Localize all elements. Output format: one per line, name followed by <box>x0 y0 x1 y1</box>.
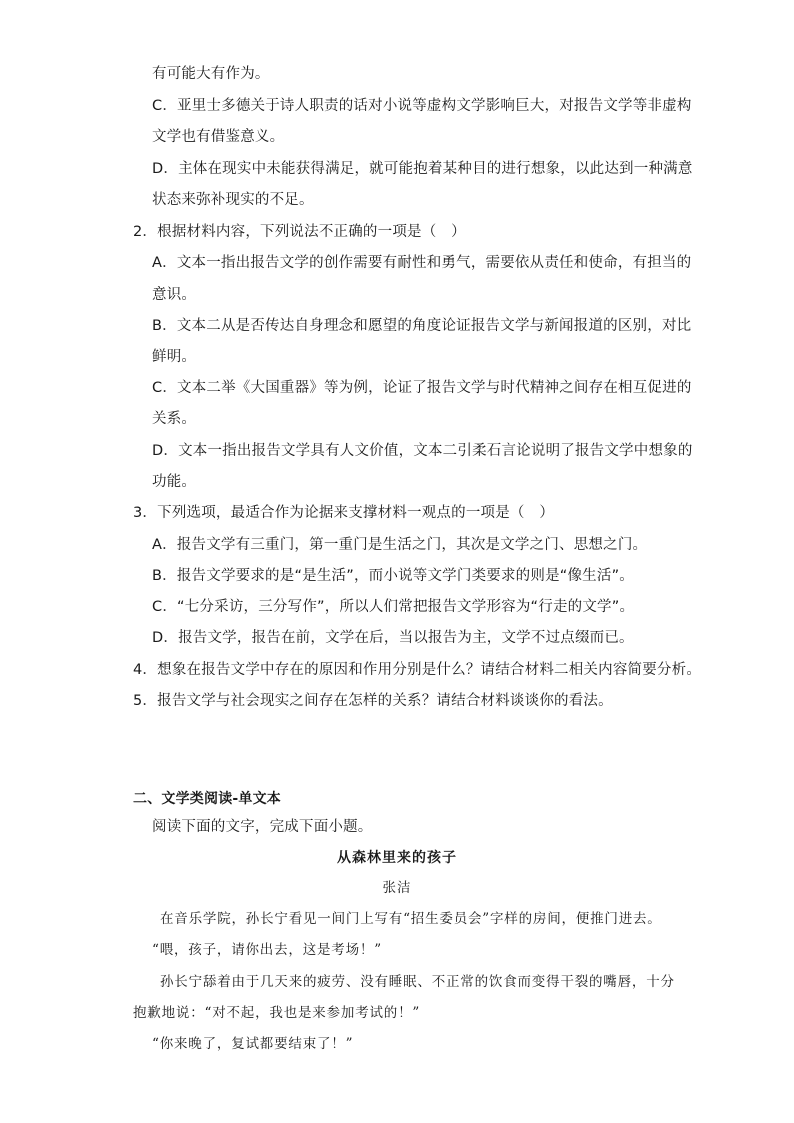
story-paragraph-1: 在音乐学院，孙长宁看见一间门上写有“招生委员会”字样的房间，便推门进去。 <box>160 911 662 927</box>
story-paragraph-4: “你来晚了，复试都要结束了！” <box>152 1036 354 1052</box>
q5-stem: 5．报告文学与社会现实之间存在怎样的关系？请结合材料谈谈你的看法。 <box>133 693 613 709</box>
reading-instruction: 阅读下面的文字，完成下面小题。 <box>152 819 373 835</box>
q3-option-b: B．报告文学要求的是“是生活”，而小说等文学门类要求的则是“像生活”。 <box>152 568 634 584</box>
q1-option-d-line2: 状态来弥补现实的不足。 <box>152 192 314 208</box>
story-paragraph-2: “喂，孩子，请你出去，这是考场！” <box>152 942 382 958</box>
q1-option-b-continuation: 有可能大有作为。 <box>152 66 270 82</box>
q3-option-d: D．报告文学，报告在前，文学在后，当以报告为主，文学不过点缀而已。 <box>152 630 634 646</box>
story-title: 从森林里来的孩子 <box>337 850 457 866</box>
section-heading: 二、文学类阅读-单文本 <box>133 791 282 807</box>
q2-option-c-line1: C．文本二举《大国重器》等为例，论证了报告文学与时代精神之间存在相互促进的 <box>152 380 692 396</box>
story-paragraph-3-line1: 孙长宁舔着由于几天来的疲劳、没有睡眠、不正常的饮食而变得干裂的嘴唇，十分 <box>160 974 675 990</box>
q2-option-b-line2: 鲜明。 <box>152 349 197 365</box>
q2-option-c-line2: 关系。 <box>152 411 197 427</box>
q2-option-d-line1: D．文本一指出报告文学具有人文价值，文本二引柔石言论说明了报告文学中想象的 <box>152 443 693 459</box>
q1-option-c-line1: C．亚里士多德关于诗人职责的话对小说等虚构文学影响巨大，对报告文学等非虚构 <box>152 98 692 114</box>
q2-stem: 2．根据材料内容，下列说法不正确的一项是（ ） <box>133 224 466 240</box>
q2-option-a-line2: 意识。 <box>152 287 197 303</box>
story-paragraph-3-line2: 抱歉地说：“对不起，我也是来参加考试的！” <box>133 1005 421 1021</box>
q3-stem: 3．下列选项，最适合作为论据来支撑材料一观点的一项是（ ） <box>133 505 555 521</box>
q1-option-d-line1: D．主体在现实中未能获得满足，就可能抱着某种目的进行想象，以此达到一种满意 <box>152 161 693 177</box>
q3-option-c: C．“七分采访，三分写作”，所以人们常把报告文学形容为“行走的文学”。 <box>152 599 635 615</box>
q3-option-a: A．报告文学有三重门，第一重门是生活之门，其次是文学之门、思想之门。 <box>152 537 648 553</box>
q2-option-b-line1: B．文本二从是否传达自身理念和愿望的角度论证报告文学与新闻报道的区别，对比 <box>152 318 692 334</box>
story-author: 张洁 <box>382 880 412 896</box>
q4-stem: 4．想象在报告文学中存在的原因和作用分别是什么？请结合材料二相关内容简要分析。 <box>133 662 702 678</box>
q1-option-c-line2: 文学也有借鉴意义。 <box>152 129 285 145</box>
q2-option-a-line1: A．文本一指出报告文学的创作需要有耐性和勇气，需要依从责任和使命，有担当的 <box>152 255 692 271</box>
q2-option-d-line2: 功能。 <box>152 474 197 490</box>
